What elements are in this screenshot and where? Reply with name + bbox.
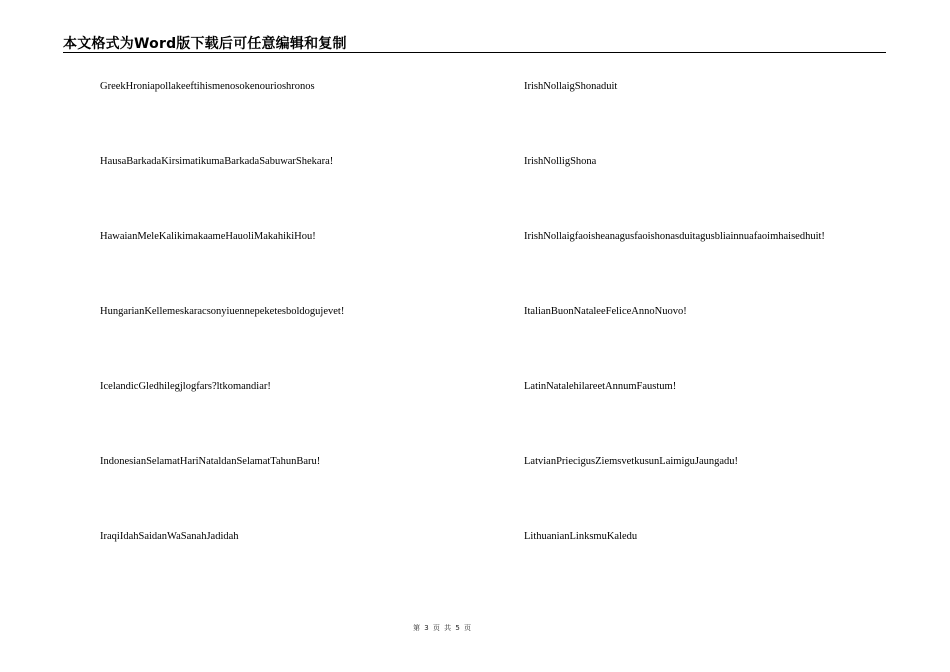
- greeting-line-indonesian: IndonesianSelamatHariNataldanSelamatTahunBaru!: [100, 456, 321, 467]
- greeting-line-irish-2: IrishNolligShona: [524, 156, 597, 167]
- greeting-line-italian: ItalianBuonNataleeFeliceAnnoNuovo!: [524, 306, 687, 317]
- greeting-line-hausa: HausaBarkadaKirsimatikumaBarkadaSabuwarShekara!: [100, 156, 334, 167]
- greeting-line-lithuanian: LithuanianLinksmuKaledu: [524, 531, 638, 542]
- greeting-line-greek: GreekHroniapollakeeftihismenosokenourioshronos: [100, 81, 315, 92]
- greeting-line-irish-3: IrishNollaigfaoisheanagusfaoishonasduitagusbliainnuafaoimhaisedhuit!: [524, 231, 825, 242]
- greeting-line-hungarian: HungarianKellemeskaracsonyiuennepeketesboldogujevet!: [100, 306, 345, 317]
- page-number-footer: 第 3 页 共 5 页: [412, 624, 472, 632]
- greeting-line-iraqi: IraqiIdahSaidanWaSanahJadidah: [100, 531, 239, 542]
- greeting-line-hawaiian: HawaianMeleKalikimakaameHauoliMakahikiHou!: [100, 231, 316, 242]
- header-divider: [63, 52, 886, 53]
- document-header-title: 本文格式为Word版下载后可任意编辑和复制: [63, 36, 347, 52]
- greeting-line-icelandic: IcelandicGledhilegjlogfars?ltkomandiar!: [100, 381, 271, 392]
- greeting-line-latvian: LatvianPriecigusZiemsvetkusunLaimiguJaungadu!: [524, 456, 739, 467]
- greeting-line-latin: LatinNatalehilareetAnnumFaustum!: [524, 381, 677, 392]
- greeting-line-irish-1: IrishNollaigShonaduit: [524, 81, 618, 92]
